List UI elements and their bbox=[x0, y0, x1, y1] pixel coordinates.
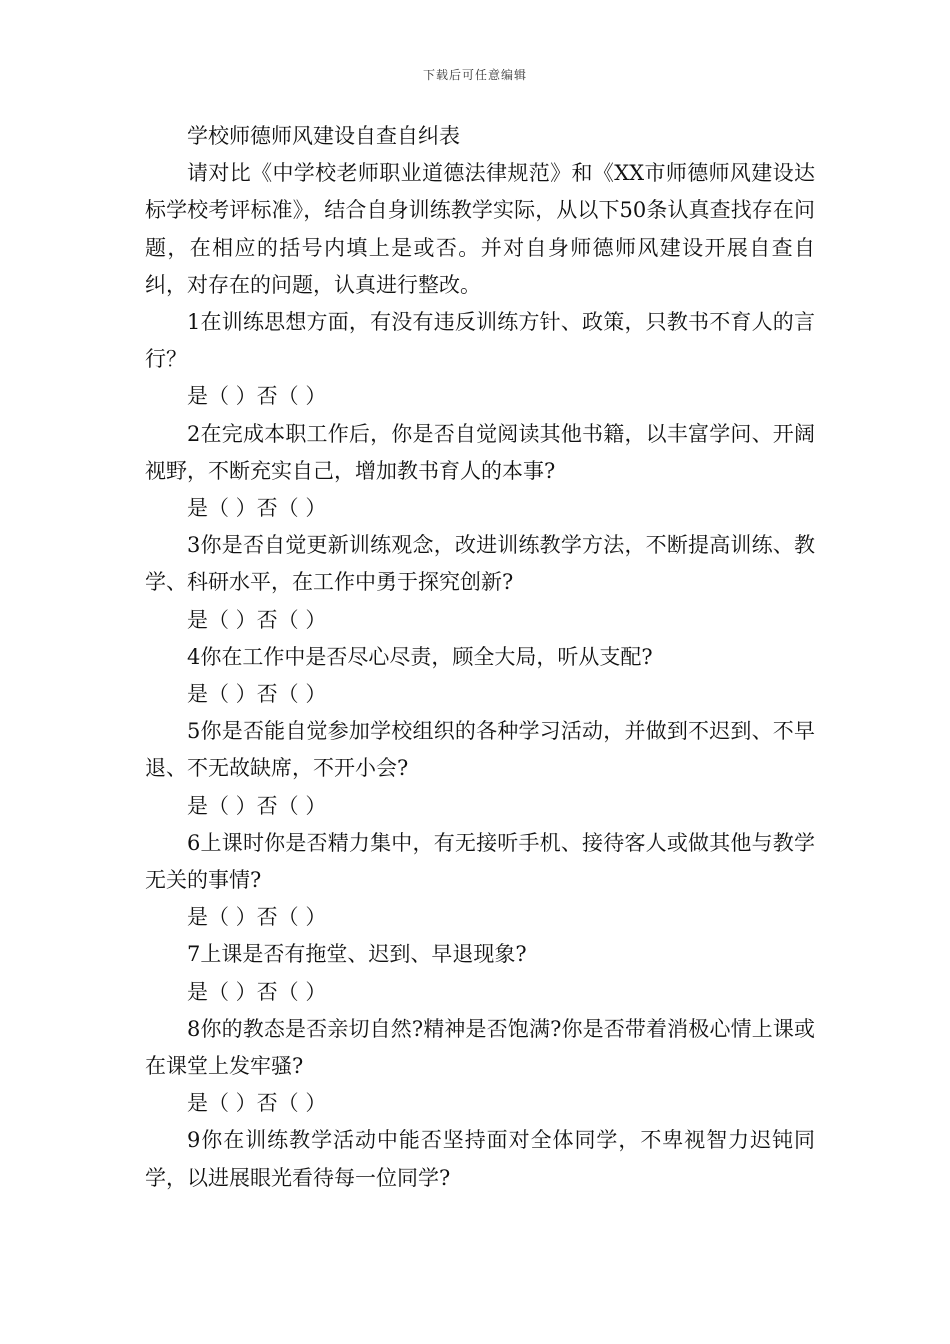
document-body bbox=[145, 118, 815, 1197]
answer-options: 是（ ）否（ ） bbox=[187, 905, 327, 930]
answer-options: 是（ ）否（ ） bbox=[187, 682, 327, 707]
document-intro: 请对比《中学校老师职业道德法律规范》和《XX市师德师风建设达标学校考评标准》，结合自身训练教学实际，从以下50条认真查找存在问题，在相应的括号内填上是或否。并对自身师德师风建设开展自查自纠，对存在的问题，认真进行整改。 bbox=[145, 161, 815, 297]
answer-options: 是（ ）否（ ） bbox=[187, 1091, 327, 1116]
question-text: 4你在工作中是否尽心尽责，顾全大局，听从支配? bbox=[187, 644, 653, 669]
answer-options: 是（ ）否（ ） bbox=[187, 979, 327, 1004]
question-text: 3你是否自觉更新训练观念，改进训练教学方法，不断提高训练、教学、科研水平，在工作中勇于探究创新? bbox=[145, 533, 815, 595]
header-note: 下载后可任意编辑 bbox=[422, 68, 527, 82]
answer-options: 是（ ）否（ ） bbox=[187, 384, 327, 409]
question-text: 5你是否能自觉参加学校组织的各种学习活动，并做到不迟到、不早退、不无故缺席，不开小会? bbox=[145, 719, 815, 781]
question-text: 1在训练思想方面，有没有违反训练方针、政策，只教书不育人的言行？ bbox=[145, 310, 815, 372]
answer-options: 是（ ）否（ ） bbox=[187, 793, 327, 818]
question-text: 2在完成本职工作后，你是否自觉阅读其他书籍，以丰富学问、开阔视野，不断充实自己，增加教书育人的本事? bbox=[145, 421, 815, 483]
answer-options: 是（ ）否（ ） bbox=[187, 496, 327, 521]
question-text: 6上课时你是否精力集中，有无接听手机、接待客人或做其他与教学无关的事情? bbox=[145, 830, 815, 893]
answer-options: 是（ ）否（ ） bbox=[187, 607, 327, 632]
question-text: 8你的教态是否亲切自然?精神是否饱满?你是否带着消极心情上课或在课堂上发牢骚? bbox=[145, 1016, 815, 1079]
document-title: 学校师德师风建设自查自纠表 bbox=[187, 124, 460, 148]
question-text: 7上课是否有拖堂、迟到、早退现象? bbox=[187, 942, 527, 967]
question-text: 9你在训练教学活动中能否坚持面对全体同学，不卑视智力迟钝同学，以进展眼光看待每一位同学? bbox=[145, 1128, 815, 1190]
